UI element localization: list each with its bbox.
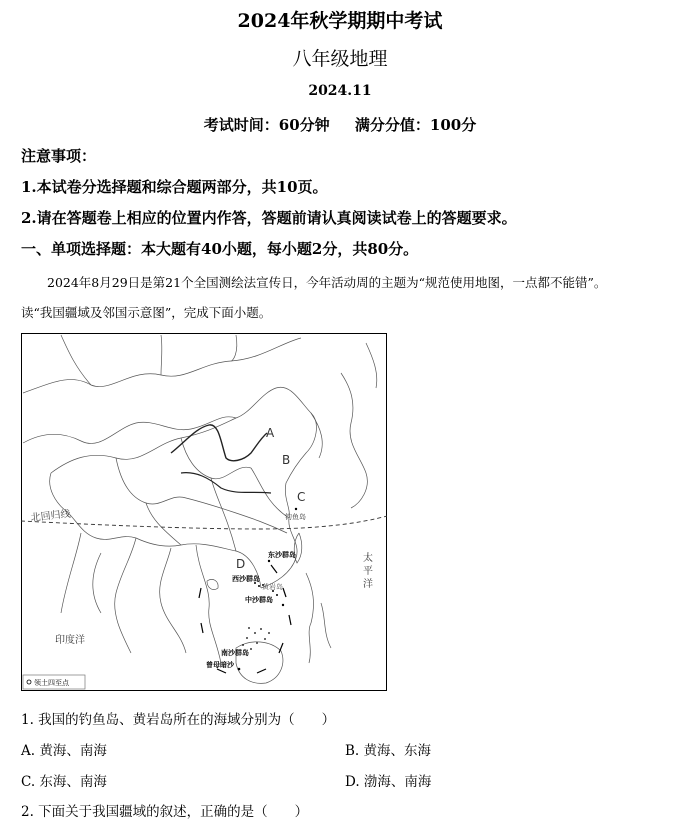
svg-text:太: 太 [363, 553, 373, 564]
huangyan-label: 黄岩岛 [262, 583, 283, 591]
indian-ocean-label: 印度洋 [55, 635, 85, 646]
question-1-stem: 1. 我国的钓鱼岛、黄岩岛所在的海域分别为（ ） [21, 712, 336, 728]
dongsha-label: 东沙群岛 [268, 551, 296, 559]
notice-item-2: 2.请在答题卷上相应的位置内作答，答题前请认真阅读试卷上的答题要求。 [21, 209, 517, 227]
nansha-label: 南沙群岛 [221, 649, 249, 657]
xisha-label: 西沙群岛 [232, 575, 260, 583]
map-label-b: B [282, 453, 291, 467]
zhongsha-label: 中沙群岛 [245, 596, 273, 604]
tropic-label: 北回归线 [30, 508, 72, 524]
passage-line-1: 2024年8月29日是第21个全国测绘法宣传日，今年活动周的主题为“规范使用地图，一点都不能错”。 [47, 275, 607, 290]
exam-score: 满分分值：100分 [354, 116, 477, 134]
map-label-d: D [236, 557, 246, 571]
svg-text:平: 平 [363, 566, 373, 577]
passage [21, 268, 666, 328]
passage-line-2: 读“我国疆域及邻国示意图”，完成下面小题。 [21, 305, 272, 320]
notice-heading: 注意事项： [21, 147, 97, 165]
question-1-option-a[interactable]: A. 黄海、南海 [21, 743, 107, 759]
legend-label: 领土四至点 [34, 679, 69, 687]
question-2-stem: 2. 下面关于我国疆域的叙述，正确的是（ ） [21, 804, 309, 820]
zengmu-label: 曾母暗沙 [206, 661, 234, 669]
exam-subject: 八年级地理 [292, 48, 388, 70]
question-1-option-b[interactable]: B. 黄海、东海 [345, 743, 432, 759]
exam-time: 考试时间：60分钟 [203, 116, 330, 134]
notice-item-1: 1.本试卷分选择题和综合题两部分，共10页。 [21, 178, 328, 196]
diaoyu-label: 钓鱼岛 [285, 513, 306, 521]
question-1-option-c[interactable]: C. 东海、南海 [21, 774, 107, 790]
exam-title: 2024年秋学期期中考试 [237, 10, 443, 32]
svg-text:洋: 洋 [363, 579, 373, 590]
section-heading: 一、单项选择题：本大题有40小题，每小题2分，共80分。 [21, 240, 419, 258]
pacific-label [363, 551, 373, 590]
exam-date: 2024.11 [308, 83, 372, 99]
exam-time-score [0, 114, 680, 135]
map-label-a: A [266, 426, 275, 440]
map-label-c: C [297, 490, 306, 504]
china-territory-map [21, 333, 387, 691]
question-1-option-d[interactable]: D. 渤海、南海 [345, 774, 432, 790]
